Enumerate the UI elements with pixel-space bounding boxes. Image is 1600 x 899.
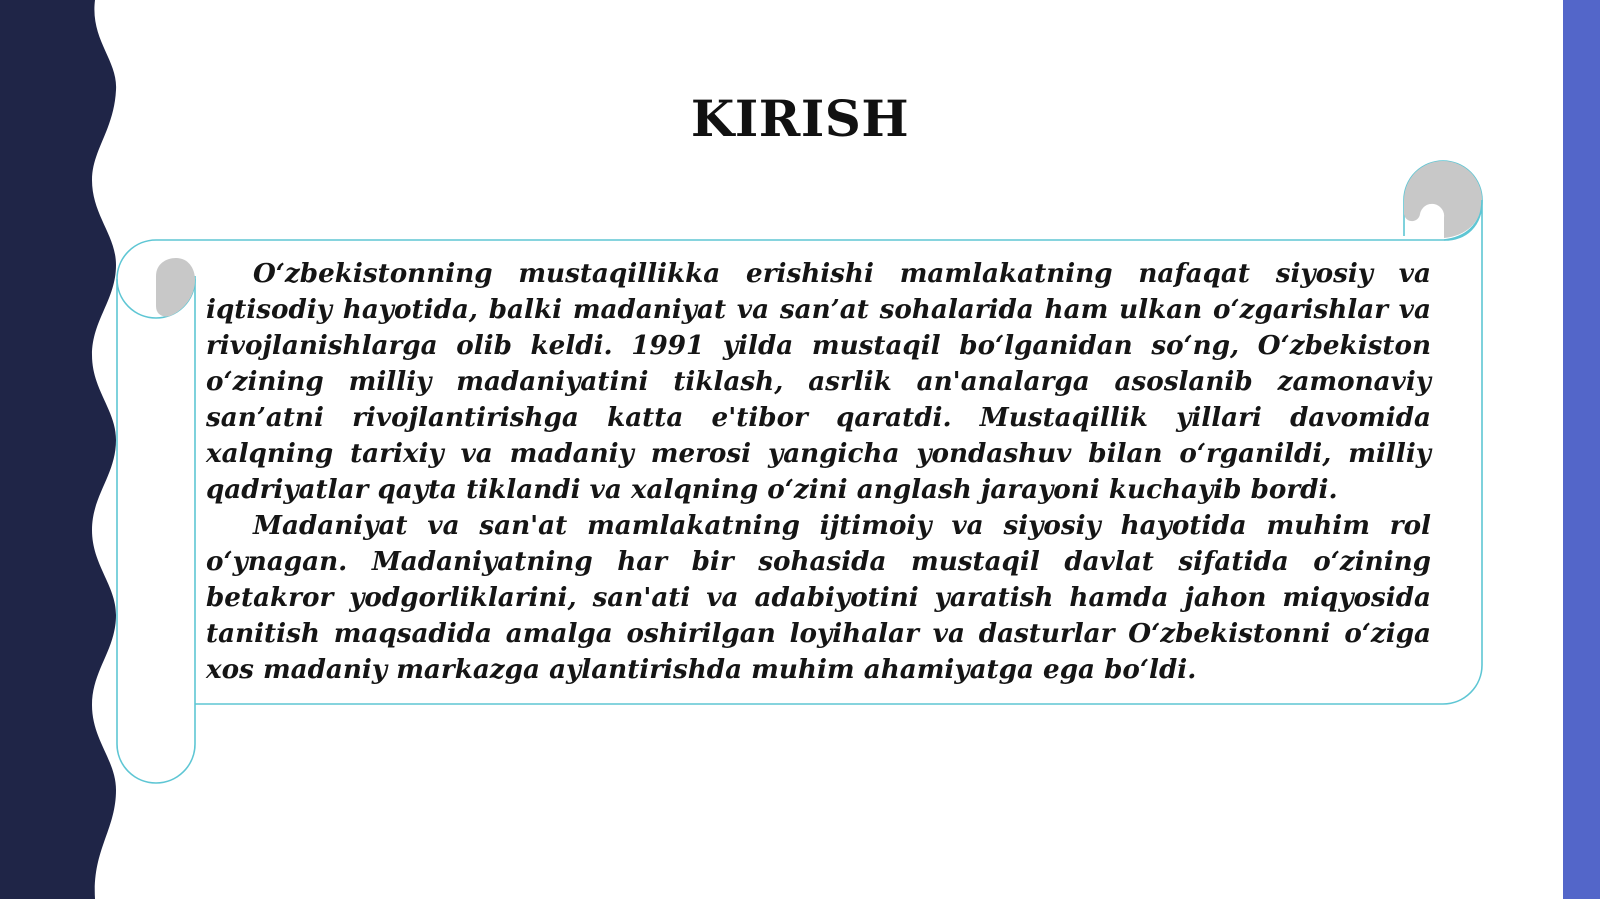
paragraph-2: Madaniyat va san'at mamlakatning ijtimoiy va siyosiy hayotida muhim rol o‘ynagan. Madaniyatning har bir sohasida mustaqil davlat sifatida o‘zining betakror yodgorliklarini, san'ati va adabiyotini yaratish hamda jahon miqyosida tanitish maqsadida amalga oshirilgan loyihalar va dasturlar O‘zbekistonni o‘ziga xos madaniy markazga aylantirishda muhim ahamiyatga ega bo‘ldi.	[206, 510, 1431, 685]
scroll-body-text	[206, 256, 1431, 688]
top-curl-shape	[1404, 161, 1482, 238]
paragraph-1: O‘zbekistonning mustaqillikka erishishi mamlakatning nafaqat siyosiy va iqtisodiy hayotida, balki madaniyat va san’at sohalarida ham ulkan o‘zgarishlar va rivojlanishlarga olib keldi. 1991 yilda mustaqil bo‘lganidan so‘ng, O‘zbekiston o‘zining milliy madaniyatini tiklash, asrlik an'analarga asoslanib zamonaviy san’atni rivojlantirishga katta e'tibor qaratdi. Mustaqillik yillari davomida xalqning tarixiy va madaniy merosi yangicha yondashuv bilan o‘rganildi, milliy qadriyatlar qayta tiklandi va xalqning o‘zini anglash jarayoni kuchayib bordi.	[206, 258, 1431, 505]
slide-title: KIRISH	[690, 89, 910, 148]
left-curl-shape	[156, 258, 195, 317]
